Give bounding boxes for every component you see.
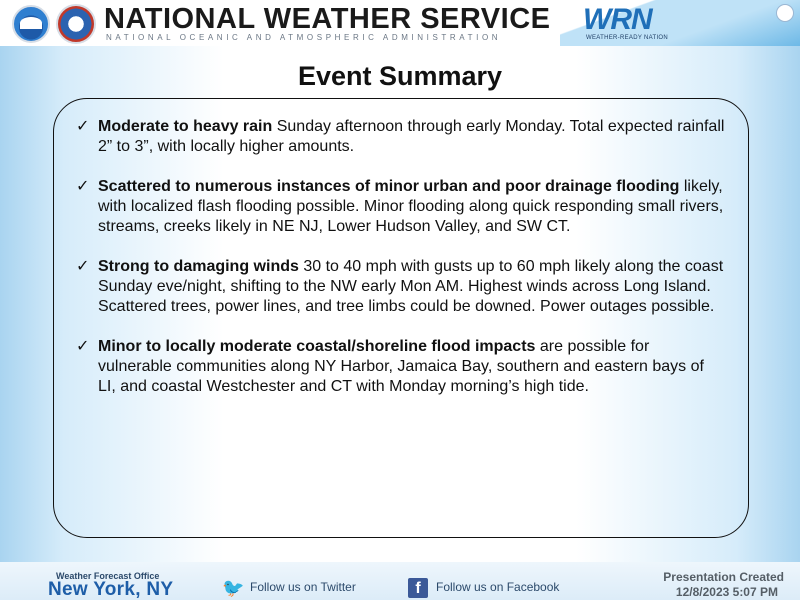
noaa-logo — [12, 5, 50, 43]
bullet-lead: Scattered to numerous instances of minor urban and poor drainage flooding — [98, 178, 680, 195]
check-icon: ✓ — [76, 178, 90, 195]
emblem-icon — [776, 4, 794, 22]
check-icon: ✓ — [76, 118, 90, 135]
bullet-text: likely, with localized flash flooding possible. Minor flooding along quick responding small rivers, streams, creeks likely in NE NJ, Lower Hudson Valley, and SW CT. — [98, 178, 724, 235]
bullet-lead: Strong to damaging winds — [98, 258, 299, 275]
bullet-lead: Moderate to heavy rain — [98, 118, 273, 135]
bullet-item — [76, 337, 726, 397]
office-label: Weather Forecast Office — [56, 571, 160, 581]
check-icon: ✓ — [76, 338, 90, 355]
facebook-icon[interactable]: f — [408, 578, 428, 598]
created-label: Presentation Created — [663, 570, 784, 584]
office-city: New York, NY — [48, 579, 174, 600]
bullet-item — [76, 257, 726, 317]
created-date: 12/8/2023 5:07 PM — [675, 585, 778, 599]
bullet-item — [76, 177, 726, 237]
bullet-text: 30 to 40 mph with gusts up to 60 mph likely along the coast Sunday eve/night, shifting to the NW early Mon AM. Highest winds across Long Island. Scattered trees, power lines, and tree limbs could be downed. Power outages possible. — [98, 258, 724, 315]
bullet-text: are possible for vulnerable communities along NY Harbor, Jamaica Bay, southern and eastern bays of LI, and coastal Westchester and CT with Monday morning’s high tide. — [98, 338, 704, 395]
wrn-tagline: WEATHER-READY NATION — [586, 35, 669, 41]
agency-title: NATIONAL WEATHER SERVICE — [104, 3, 551, 35]
slide-title: Event Summary — [297, 61, 503, 91]
header — [0, 0, 800, 46]
facebook-link[interactable]: Follow us on Facebook — [436, 580, 560, 594]
agency-subtitle: NATIONAL OCEANIC AND ATMOSPHERIC ADMINISTRATION — [106, 33, 502, 42]
twitter-link[interactable]: Follow us on Twitter — [250, 580, 356, 594]
bullet-item — [76, 117, 726, 157]
nws-logo — [56, 4, 96, 44]
check-icon: ✓ — [76, 258, 90, 275]
bullet-lead: Minor to locally moderate coastal/shoreline flood impacts — [98, 338, 536, 355]
bullet-list — [76, 117, 726, 417]
twitter-icon[interactable]: 🐦 — [222, 578, 245, 598]
bullet-text: Sunday afternoon through early Monday. Total expected rainfall 2” to 3”, with locally higher amounts. — [98, 118, 725, 155]
wrn-logo: WRN — [583, 3, 652, 36]
